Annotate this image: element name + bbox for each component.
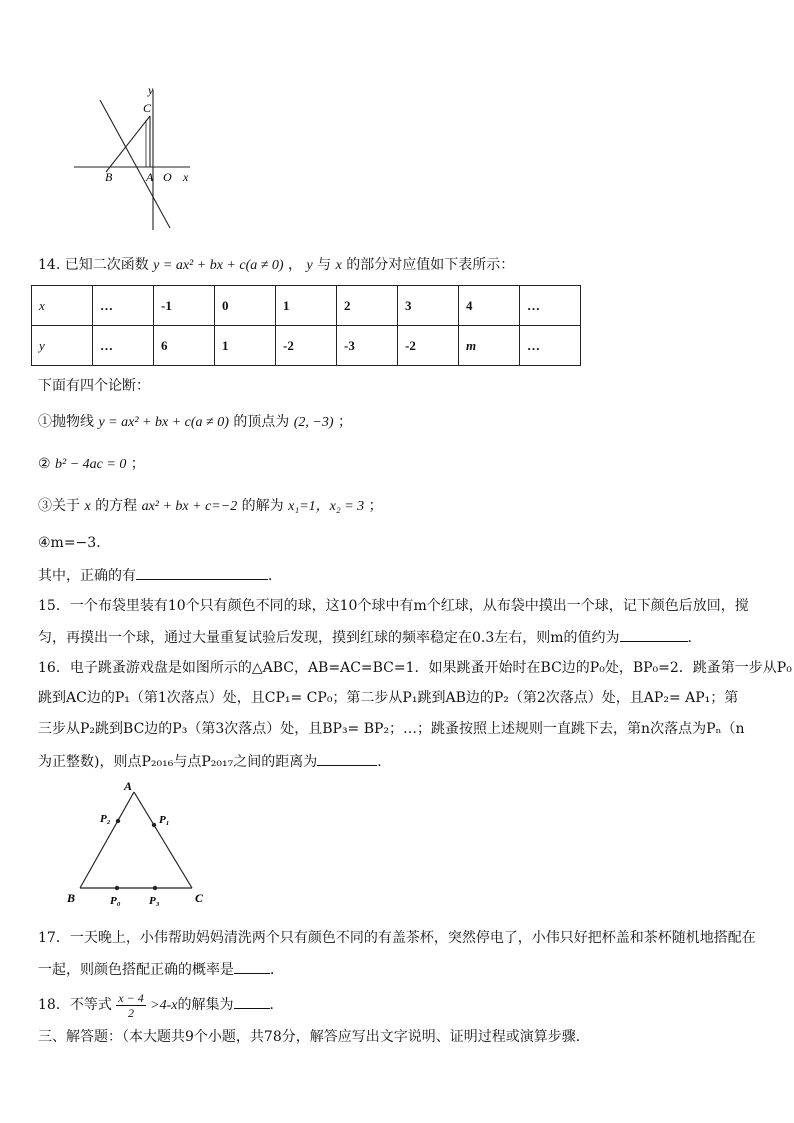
q14-statement-2: ② b² − 4ac = 0 ； bbox=[38, 456, 145, 472]
label-b: B bbox=[105, 170, 113, 184]
answer-blank[interactable] bbox=[234, 959, 270, 974]
point-p1 bbox=[152, 823, 156, 827]
q18-line: 18．不等式 $\frac{x - 4}{2}$ >4-x的解集为 ． bbox=[38, 990, 284, 1020]
q14-value-table bbox=[31, 285, 581, 366]
q14-statement-1: ①抛物线 y = ax² + bx + c(a ≠ 0) 的顶点为 (2, −3) ； bbox=[38, 414, 352, 430]
table-cell: 3 bbox=[398, 286, 459, 326]
q17-line-1: 17．一天晚上，小伟帮助妈妈清洗两个只有颜色不同的有盖茶杯，突然停电了，小伟只好把杯盖和茶杯随机地搭配在 bbox=[38, 930, 756, 946]
q16-line-1: 16．电子跳蚤游戏盘是如图所示的△ABC，AB=AC=BC=1．如果跳蚤开始时在BC边的P₀处，BP₀=2．跳蚤第一步从P₀ bbox=[38, 660, 792, 676]
q17-line-2: 一起，则颜色搭配正确的概率是 ． bbox=[38, 959, 284, 979]
table-cell: -2 bbox=[398, 326, 459, 366]
label-p1: P₁ bbox=[159, 814, 170, 826]
label-c: C bbox=[195, 891, 204, 905]
label-a: A bbox=[146, 170, 154, 184]
table-row-x bbox=[32, 286, 581, 326]
q14-intro: 下面有四个论断： bbox=[38, 378, 150, 394]
label-c: C bbox=[143, 101, 152, 115]
table-cell: 4 bbox=[459, 286, 520, 326]
answer-blank[interactable] bbox=[620, 627, 688, 642]
line-bc bbox=[106, 116, 150, 172]
table-cell: 1 bbox=[276, 286, 337, 326]
table-cell: … bbox=[520, 326, 581, 366]
q16-triangle-figure bbox=[62, 778, 222, 908]
section-3-heading: 三、解答题：（本大题共9个小题，共78分，解答应写出文字说明、证明过程或演算步骤． bbox=[38, 1029, 590, 1045]
table-cell: -2 bbox=[276, 326, 337, 366]
table-cell: … bbox=[93, 286, 154, 326]
label-a: A bbox=[124, 779, 133, 793]
q14-conclusion: 其中，正确的有 ． bbox=[38, 565, 282, 585]
label-p0: P₀ bbox=[110, 895, 121, 907]
table-cell: -3 bbox=[337, 326, 398, 366]
table-row-y bbox=[32, 326, 581, 366]
side-ac bbox=[134, 792, 192, 888]
q16-line-3: 三步从P₂跳到BC边的P₃（第3次落点）处，且BP₃= BP₂；…；跳蚤按照上述规则一直跳下去，第n次落点为Pₙ（n bbox=[38, 721, 745, 737]
side-ab bbox=[80, 792, 134, 888]
point-p3 bbox=[153, 886, 157, 890]
q16-line-2: 跳到AC边的P₁（第1次落点）处，且CP₁= CP₀；第二步从P₁跳到AB边的P₂（第2次落点）处，且AP₂= AP₁；第 bbox=[38, 690, 739, 706]
table-cell: 6 bbox=[154, 326, 215, 366]
answer-blank[interactable] bbox=[136, 565, 268, 580]
q13-figure bbox=[70, 80, 200, 235]
label-x: x bbox=[183, 170, 189, 184]
answer-blank[interactable] bbox=[317, 751, 377, 766]
point-p0 bbox=[115, 886, 119, 890]
fraction: $\frac{x - 4}{2}$ bbox=[118, 990, 144, 1020]
label-o: O bbox=[163, 170, 172, 184]
table-cell: 1 bbox=[215, 326, 276, 366]
table-cell: y bbox=[32, 326, 93, 366]
table-cell: … bbox=[520, 286, 581, 326]
q14-stem: 14. 已知二次函数 y = ax² + bx + c(a ≠ 0) ， y 与 x 的部分对应值如下表所示： bbox=[38, 257, 515, 273]
label-p3: P₃ bbox=[149, 895, 160, 907]
table-cell: 0 bbox=[215, 286, 276, 326]
table-cell: -1 bbox=[154, 286, 215, 326]
label-b: B bbox=[67, 891, 76, 905]
q15-line-1: 15．一个布袋里装有10个只有颜色不同的球，这10个球中有m个红球，从布袋中摸出一个球，记下颜色后放回，搅 bbox=[38, 598, 749, 614]
table-cell: m bbox=[459, 326, 520, 366]
line-through-origin bbox=[100, 100, 170, 228]
q16-line-4: 为正整数)，则点P₂₀₁₆与点P₂₀₁₇之间的距离为 ． bbox=[38, 751, 391, 771]
q14-statement-4: ④m=−3． bbox=[38, 535, 111, 551]
table-cell: … bbox=[93, 326, 154, 366]
q15-line-2: 匀，再摸出一个球，通过大量重复试验后发现，摸到红球的频率稳定在0.3左右，则m的值约为 ． bbox=[38, 627, 702, 647]
q14-statement-3: ③关于 x 的方程 ax² + bx + c=−2 的解为 x₁=1，x₂ = 3 ； bbox=[38, 498, 383, 514]
point-p2 bbox=[116, 819, 120, 823]
answer-blank[interactable] bbox=[234, 994, 270, 1009]
label-p2: P₂ bbox=[100, 813, 111, 825]
table-cell: 2 bbox=[337, 286, 398, 326]
label-y: y bbox=[148, 83, 154, 97]
table-cell: x bbox=[32, 286, 93, 326]
